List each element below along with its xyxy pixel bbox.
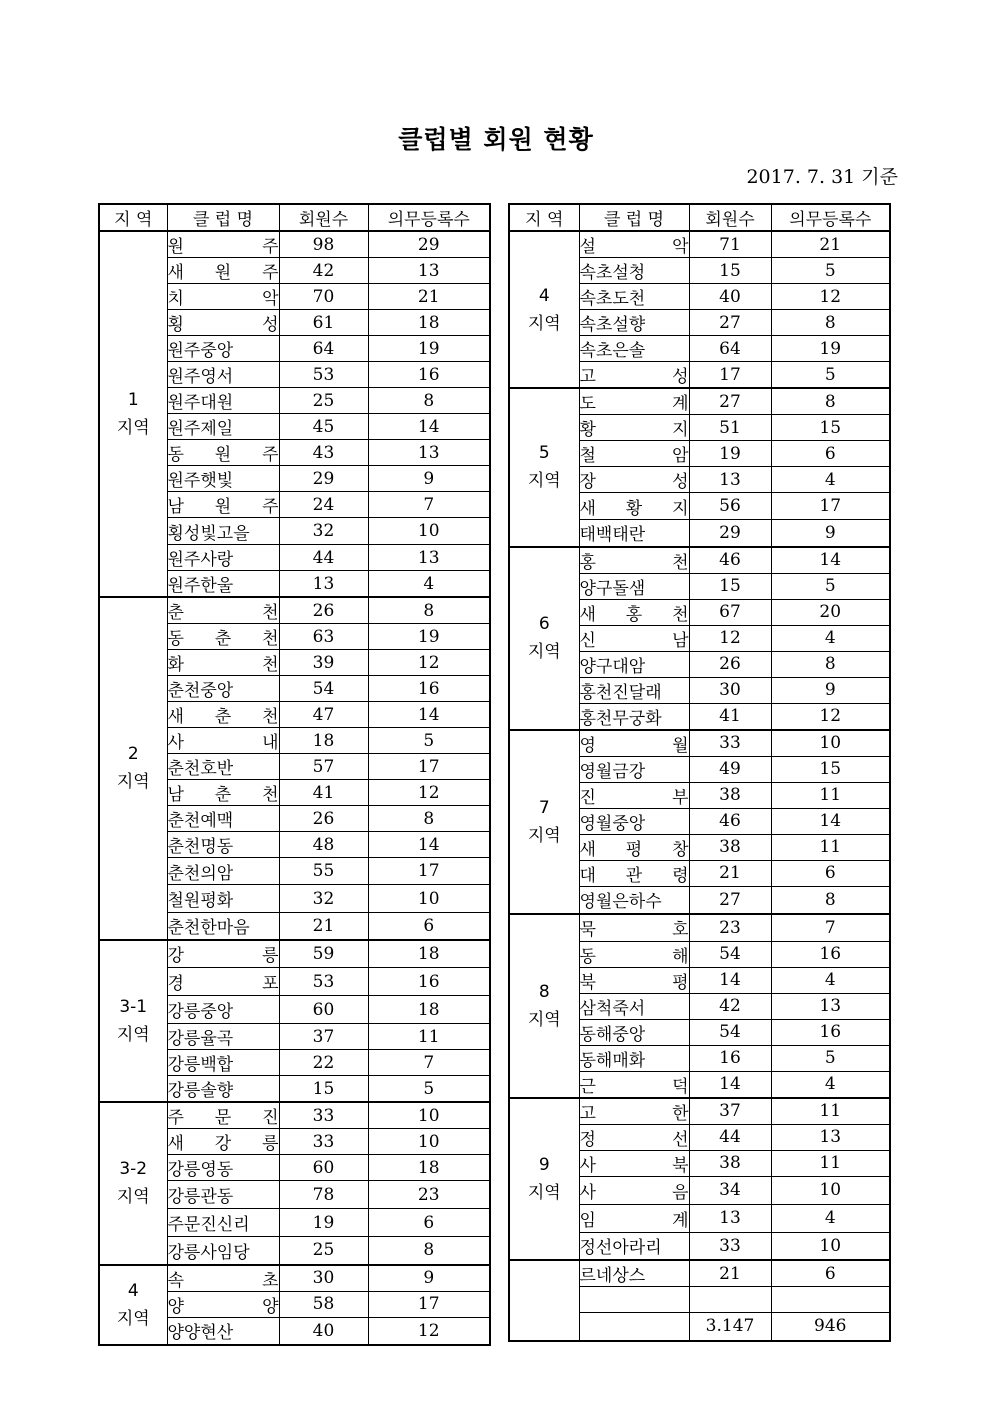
required-count-cell: 11 xyxy=(771,1098,890,1125)
member-count-cell: 19 xyxy=(279,1209,368,1237)
required-count-cell: 7 xyxy=(368,492,490,518)
required-count-cell: 10 xyxy=(368,1129,490,1155)
club-name-cell: 양양현산 xyxy=(167,1317,279,1345)
member-count-cell: 32 xyxy=(279,518,368,545)
required-count-cell: 10 xyxy=(771,730,890,757)
required-count-cell: 5 xyxy=(771,573,890,599)
required-count-cell: 12 xyxy=(368,650,490,676)
club-name-cell: 대 관 령 xyxy=(579,860,689,886)
required-count-cell: 5 xyxy=(771,362,890,389)
required-count-cell: 9 xyxy=(368,466,490,492)
club-name-cell: 설 악 xyxy=(579,231,689,258)
member-count-cell: 46 xyxy=(689,808,771,834)
region-cell: 1 지역 xyxy=(99,231,167,597)
club-name-cell: 속 초 xyxy=(167,1265,279,1292)
club-name-cell xyxy=(579,1287,689,1313)
member-count-cell: 17 xyxy=(689,362,771,389)
table-row xyxy=(99,231,490,258)
member-count-cell: 53 xyxy=(279,968,368,996)
club-name-cell: 영 월 xyxy=(579,730,689,757)
member-count-cell: 60 xyxy=(279,996,368,1024)
table-row xyxy=(99,1265,490,1292)
table-row xyxy=(509,914,890,941)
required-count-cell: 6 xyxy=(771,1260,890,1287)
club-name-cell: 춘천의암 xyxy=(167,858,279,885)
member-count-cell: 41 xyxy=(689,703,771,730)
member-count-cell: 64 xyxy=(279,336,368,362)
header-region: 지 역 xyxy=(509,204,579,231)
member-count-cell: 22 xyxy=(279,1050,368,1076)
required-count-cell: 8 xyxy=(368,806,490,832)
club-name-cell: 고 한 xyxy=(579,1098,689,1125)
member-count-cell: 44 xyxy=(279,545,368,571)
required-count-cell: 18 xyxy=(368,940,490,968)
member-count-cell: 64 xyxy=(689,336,771,362)
club-name-cell: 도 계 xyxy=(579,388,689,415)
club-name-cell: 춘천호반 xyxy=(167,754,279,780)
club-name-cell: 삼척죽서 xyxy=(579,993,689,1019)
member-count-cell: 47 xyxy=(279,702,368,728)
region-cell: 3-1 지역 xyxy=(99,940,167,1103)
club-name-cell: 황 지 xyxy=(579,415,689,441)
required-count-cell: 7 xyxy=(771,914,890,941)
club-name-cell: 북 평 xyxy=(579,967,689,993)
required-count-cell: 6 xyxy=(771,441,890,467)
required-count-cell: 10 xyxy=(368,518,490,545)
member-count-cell: 29 xyxy=(689,520,771,547)
member-count-cell: 39 xyxy=(279,650,368,676)
required-count-cell: 11 xyxy=(771,834,890,860)
club-name-cell: 남 원 주 xyxy=(167,492,279,518)
club-name-cell: 치 악 xyxy=(167,284,279,310)
required-count-cell: 12 xyxy=(368,780,490,806)
required-count-cell: 12 xyxy=(368,1317,490,1345)
club-name-cell: 속초도천 xyxy=(579,284,689,310)
club-name-cell: 임 계 xyxy=(579,1204,689,1232)
required-count-cell: 5 xyxy=(368,1076,490,1103)
required-count-cell: 946 xyxy=(771,1313,890,1341)
member-count-cell: 15 xyxy=(689,258,771,284)
member-count-cell: 57 xyxy=(279,754,368,780)
required-count-cell: 6 xyxy=(771,860,890,886)
club-name-cell: 신 남 xyxy=(579,625,689,651)
required-count-cell: 14 xyxy=(771,808,890,834)
table-row xyxy=(509,1098,890,1125)
member-count-cell: 13 xyxy=(689,467,771,493)
required-count-cell: 29 xyxy=(368,231,490,258)
member-count-cell: 30 xyxy=(279,1265,368,1292)
club-name-cell: 원주영서 xyxy=(167,362,279,388)
required-count-cell: 18 xyxy=(368,310,490,336)
member-count-cell: 14 xyxy=(689,1071,771,1098)
member-count-cell: 51 xyxy=(689,415,771,441)
club-name-cell: 사 음 xyxy=(579,1176,689,1204)
club-name-cell: 정선아라리 xyxy=(579,1232,689,1260)
member-count-cell: 61 xyxy=(279,310,368,336)
member-count-cell: 43 xyxy=(279,440,368,466)
region-cell: 8 지역 xyxy=(509,914,579,1098)
club-name-cell: 화 천 xyxy=(167,650,279,676)
club-name-cell: 진 부 xyxy=(579,782,689,808)
required-count-cell: 21 xyxy=(368,284,490,310)
header-club: 클 럽 명 xyxy=(579,204,689,231)
required-count-cell: 8 xyxy=(771,886,890,914)
member-count-cell: 25 xyxy=(279,1237,368,1265)
club-name-cell: 사 내 xyxy=(167,728,279,754)
member-count-cell: 27 xyxy=(689,388,771,415)
club-name-cell: 새 홍 천 xyxy=(579,599,689,625)
club-name-cell: 동 해 xyxy=(579,941,689,967)
club-name-cell: 주문진신리 xyxy=(167,1209,279,1237)
club-name-cell: 양구대암 xyxy=(579,651,689,677)
required-count-cell: 5 xyxy=(368,728,490,754)
region-cell: 9 지역 xyxy=(509,1098,579,1261)
region-cell: 2 지역 xyxy=(99,597,167,940)
page-title: 클럽별 회원 현황 xyxy=(398,125,594,154)
required-count-cell: 4 xyxy=(368,571,490,598)
left-table-body xyxy=(99,231,490,1345)
member-count-cell: 15 xyxy=(279,1076,368,1103)
required-count-cell: 4 xyxy=(771,1071,890,1098)
club-name-cell: 동해매화 xyxy=(579,1045,689,1071)
club-name-cell xyxy=(579,1313,689,1341)
required-count-cell: 19 xyxy=(771,336,890,362)
club-name-cell: 원주대원 xyxy=(167,388,279,414)
required-count-cell: 15 xyxy=(771,415,890,441)
table-row xyxy=(509,730,890,757)
member-count-cell: 23 xyxy=(689,914,771,941)
required-count-cell: 10 xyxy=(771,1232,890,1260)
member-count-cell: 30 xyxy=(689,677,771,703)
required-count-cell: 8 xyxy=(368,597,490,624)
table-row xyxy=(99,940,490,968)
required-count-cell: 4 xyxy=(771,467,890,493)
required-count-cell: 4 xyxy=(771,625,890,651)
member-count-cell: 12 xyxy=(689,625,771,651)
required-count-cell: 8 xyxy=(771,310,890,336)
club-name-cell: 근 덕 xyxy=(579,1071,689,1098)
member-count-cell: 14 xyxy=(689,967,771,993)
required-count-cell: 9 xyxy=(368,1265,490,1292)
club-name-cell: 홍 천 xyxy=(579,547,689,574)
club-name-cell: 속초설청 xyxy=(579,258,689,284)
member-count-cell: 54 xyxy=(279,676,368,702)
required-count-cell: 7 xyxy=(368,1050,490,1076)
club-name-cell: 르네상스 xyxy=(579,1260,689,1287)
club-name-cell: 동 춘 천 xyxy=(167,624,279,650)
table-header-row xyxy=(509,204,890,231)
club-name-cell: 영월은하수 xyxy=(579,886,689,914)
required-count-cell: 14 xyxy=(368,414,490,440)
member-count-cell: 29 xyxy=(279,466,368,492)
club-name-cell: 원주한울 xyxy=(167,571,279,598)
member-count-cell xyxy=(689,1287,771,1313)
required-count-cell: 21 xyxy=(771,231,890,258)
member-count-cell: 59 xyxy=(279,940,368,968)
member-count-cell: 3.147 xyxy=(689,1313,771,1341)
member-count-cell: 37 xyxy=(689,1098,771,1125)
header-club: 클 럽 명 xyxy=(167,204,279,231)
club-name-cell: 강 릉 xyxy=(167,940,279,968)
club-name-cell: 주 문 진 xyxy=(167,1102,279,1129)
club-name-cell: 양구돌샘 xyxy=(579,573,689,599)
member-count-cell: 49 xyxy=(689,756,771,782)
member-count-cell: 32 xyxy=(279,885,368,913)
required-count-cell: 14 xyxy=(368,832,490,858)
header-required: 의무등록수 xyxy=(771,204,890,231)
member-count-cell: 45 xyxy=(279,414,368,440)
club-name-cell: 춘천명동 xyxy=(167,832,279,858)
required-count-cell: 6 xyxy=(368,1209,490,1237)
required-count-cell: 16 xyxy=(771,941,890,967)
member-count-cell: 27 xyxy=(689,886,771,914)
required-count-cell: 17 xyxy=(771,493,890,520)
member-count-cell: 40 xyxy=(279,1317,368,1345)
region-cell: 3-2 지역 xyxy=(99,1102,167,1265)
region-cell xyxy=(509,1260,579,1341)
member-count-cell: 48 xyxy=(279,832,368,858)
required-count-cell: 16 xyxy=(368,676,490,702)
required-count-cell: 19 xyxy=(368,624,490,650)
required-count-cell: 14 xyxy=(368,702,490,728)
member-count-cell: 26 xyxy=(279,597,368,624)
member-count-cell: 24 xyxy=(279,492,368,518)
club-name-cell: 강릉영동 xyxy=(167,1155,279,1181)
member-count-cell: 21 xyxy=(689,860,771,886)
member-count-cell: 34 xyxy=(689,1176,771,1204)
club-name-cell: 홍천무궁화 xyxy=(579,703,689,730)
member-count-cell: 42 xyxy=(689,993,771,1019)
club-name-cell: 경 포 xyxy=(167,968,279,996)
club-name-cell: 사 북 xyxy=(579,1150,689,1176)
region-cell: 4 지역 xyxy=(509,231,579,388)
member-count-cell: 58 xyxy=(279,1291,368,1317)
club-name-cell: 강릉율곡 xyxy=(167,1024,279,1050)
club-name-cell: 원주제일 xyxy=(167,414,279,440)
member-count-cell: 44 xyxy=(689,1124,771,1150)
required-count-cell: 8 xyxy=(368,388,490,414)
header-required: 의무등록수 xyxy=(368,204,490,231)
club-name-cell: 춘천한마음 xyxy=(167,913,279,940)
member-count-cell: 33 xyxy=(689,730,771,757)
club-name-cell: 춘 천 xyxy=(167,597,279,624)
required-count-cell: 16 xyxy=(368,362,490,388)
club-name-cell: 새 강 릉 xyxy=(167,1129,279,1155)
club-name-cell: 강릉관동 xyxy=(167,1181,279,1209)
required-count-cell: 10 xyxy=(368,1102,490,1129)
required-count-cell: 17 xyxy=(368,1291,490,1317)
member-count-cell: 41 xyxy=(279,780,368,806)
club-name-cell: 새 황 지 xyxy=(579,493,689,520)
member-count-cell: 60 xyxy=(279,1155,368,1181)
required-count-cell: 16 xyxy=(771,1019,890,1045)
club-name-cell: 원주햇빛 xyxy=(167,466,279,492)
member-count-cell: 25 xyxy=(279,388,368,414)
required-count-cell: 5 xyxy=(771,1045,890,1071)
club-name-cell: 장 성 xyxy=(579,467,689,493)
required-count-cell: 8 xyxy=(771,651,890,677)
club-name-cell: 철원평화 xyxy=(167,885,279,913)
required-count-cell: 13 xyxy=(771,993,890,1019)
required-count-cell: 17 xyxy=(368,754,490,780)
required-count-cell: 13 xyxy=(368,440,490,466)
club-name-cell: 새 평 창 xyxy=(579,834,689,860)
required-count-cell: 18 xyxy=(368,1155,490,1181)
member-count-cell: 18 xyxy=(279,728,368,754)
club-name-cell: 동 원 주 xyxy=(167,440,279,466)
member-count-cell: 21 xyxy=(689,1260,771,1287)
region-cell: 6 지역 xyxy=(509,547,579,730)
member-count-cell: 67 xyxy=(689,599,771,625)
member-count-cell: 13 xyxy=(689,1204,771,1232)
required-count-cell: 11 xyxy=(368,1024,490,1050)
club-name-cell: 강릉솔향 xyxy=(167,1076,279,1103)
required-count-cell: 14 xyxy=(771,547,890,574)
required-count-cell: 11 xyxy=(771,782,890,808)
club-name-cell: 속초설향 xyxy=(579,310,689,336)
club-name-cell: 강릉중앙 xyxy=(167,996,279,1024)
required-count-cell: 17 xyxy=(368,858,490,885)
table-row xyxy=(99,597,490,624)
table-row xyxy=(99,1102,490,1129)
club-name-cell: 춘천예맥 xyxy=(167,806,279,832)
required-count-cell: 4 xyxy=(771,967,890,993)
member-count-cell: 54 xyxy=(689,1019,771,1045)
member-count-cell: 16 xyxy=(689,1045,771,1071)
header-members: 회원수 xyxy=(279,204,368,231)
member-count-cell: 63 xyxy=(279,624,368,650)
club-name-cell: 동해중앙 xyxy=(579,1019,689,1045)
region-cell: 5 지역 xyxy=(509,388,579,547)
right-membership-table xyxy=(508,203,891,1342)
required-count-cell: 12 xyxy=(771,284,890,310)
required-count-cell: 23 xyxy=(368,1181,490,1209)
member-count-cell: 38 xyxy=(689,1150,771,1176)
member-count-cell: 98 xyxy=(279,231,368,258)
table-row xyxy=(509,547,890,574)
member-count-cell: 78 xyxy=(279,1181,368,1209)
club-name-cell: 남 춘 천 xyxy=(167,780,279,806)
table-row xyxy=(509,1260,890,1287)
required-count-cell: 13 xyxy=(771,1124,890,1150)
required-count-cell: 9 xyxy=(771,677,890,703)
required-count-cell: 8 xyxy=(368,1237,490,1265)
club-name-cell: 강릉사임당 xyxy=(167,1237,279,1265)
required-count-cell: 19 xyxy=(368,336,490,362)
club-name-cell: 원주사랑 xyxy=(167,545,279,571)
member-count-cell: 15 xyxy=(689,573,771,599)
club-name-cell: 춘천중앙 xyxy=(167,676,279,702)
member-count-cell: 27 xyxy=(689,310,771,336)
member-count-cell: 33 xyxy=(689,1232,771,1260)
header-region: 지 역 xyxy=(99,204,167,231)
member-count-cell: 38 xyxy=(689,782,771,808)
member-count-cell: 56 xyxy=(689,493,771,520)
required-count-cell: 20 xyxy=(771,599,890,625)
club-name-cell: 철 암 xyxy=(579,441,689,467)
member-count-cell: 70 xyxy=(279,284,368,310)
member-count-cell: 33 xyxy=(279,1129,368,1155)
club-name-cell: 정 선 xyxy=(579,1124,689,1150)
required-count-cell: 4 xyxy=(771,1204,890,1232)
member-count-cell: 26 xyxy=(279,806,368,832)
club-name-cell: 횡 성 xyxy=(167,310,279,336)
required-count-cell: 10 xyxy=(368,885,490,913)
required-count-cell xyxy=(771,1287,890,1313)
header-members: 회원수 xyxy=(689,204,771,231)
club-name-cell: 묵 호 xyxy=(579,914,689,941)
club-name-cell: 새 원 주 xyxy=(167,258,279,284)
club-name-cell: 양 양 xyxy=(167,1291,279,1317)
member-count-cell: 37 xyxy=(279,1024,368,1050)
member-count-cell: 42 xyxy=(279,258,368,284)
required-count-cell: 18 xyxy=(368,996,490,1024)
table-row xyxy=(509,231,890,258)
right-table-body xyxy=(509,231,890,1341)
reference-date: 2017. 7. 31 기준 xyxy=(746,166,898,188)
club-name-cell: 새 춘 천 xyxy=(167,702,279,728)
required-count-cell: 6 xyxy=(368,913,490,940)
required-count-cell: 5 xyxy=(771,258,890,284)
member-count-cell: 19 xyxy=(689,441,771,467)
member-count-cell: 26 xyxy=(689,651,771,677)
member-count-cell: 33 xyxy=(279,1102,368,1129)
club-name-cell: 횡성빛고을 xyxy=(167,518,279,545)
required-count-cell: 12 xyxy=(771,703,890,730)
club-name-cell: 원 주 xyxy=(167,231,279,258)
club-name-cell: 원주중앙 xyxy=(167,336,279,362)
member-count-cell: 54 xyxy=(689,941,771,967)
club-name-cell: 태백태란 xyxy=(579,520,689,547)
required-count-cell: 8 xyxy=(771,388,890,415)
left-membership-table xyxy=(98,203,491,1346)
required-count-cell: 15 xyxy=(771,756,890,782)
member-count-cell: 21 xyxy=(279,913,368,940)
member-count-cell: 46 xyxy=(689,547,771,574)
club-name-cell: 영월금강 xyxy=(579,756,689,782)
region-cell: 7 지역 xyxy=(509,730,579,915)
member-count-cell: 13 xyxy=(279,571,368,598)
required-count-cell: 16 xyxy=(368,968,490,996)
table-row xyxy=(509,388,890,415)
club-name-cell: 강릉백합 xyxy=(167,1050,279,1076)
member-count-cell: 38 xyxy=(689,834,771,860)
table-header-row xyxy=(99,204,490,231)
club-name-cell: 홍천진달래 xyxy=(579,677,689,703)
required-count-cell: 9 xyxy=(771,520,890,547)
member-count-cell: 40 xyxy=(689,284,771,310)
club-name-cell: 영월중앙 xyxy=(579,808,689,834)
required-count-cell: 13 xyxy=(368,258,490,284)
member-count-cell: 55 xyxy=(279,858,368,885)
club-name-cell: 속초은솔 xyxy=(579,336,689,362)
required-count-cell: 10 xyxy=(771,1176,890,1204)
required-count-cell: 13 xyxy=(368,545,490,571)
required-count-cell: 11 xyxy=(771,1150,890,1176)
member-count-cell: 71 xyxy=(689,231,771,258)
region-cell: 4 지역 xyxy=(99,1265,167,1346)
club-name-cell: 고 성 xyxy=(579,362,689,389)
member-count-cell: 53 xyxy=(279,362,368,388)
